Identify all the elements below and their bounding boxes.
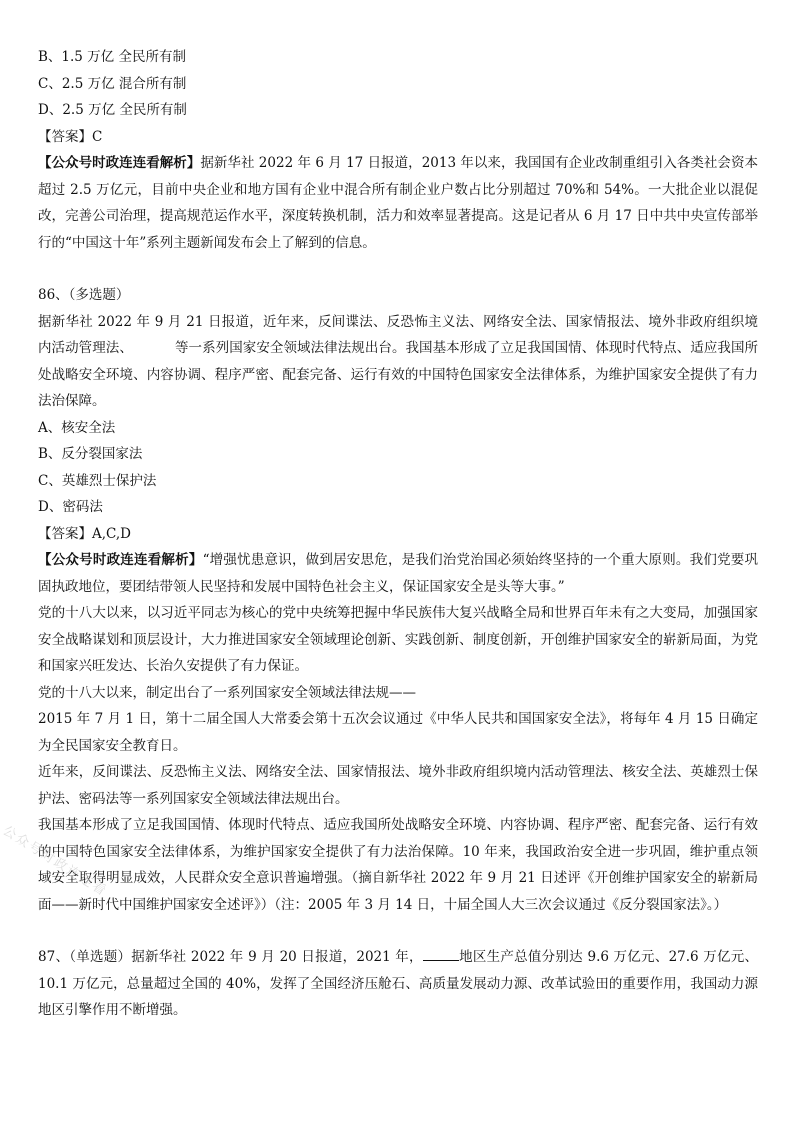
body-paragraph: 党的十八大以来，以习近平同志为核心的党中央统筹把握中华民族伟大复兴战略全局和世界百年未有之大变局，加强国家安全战略谋划和顶层设计，大力推进国家安全领域理论创新、实践创新、制度创新，开创维护国家安全的崭新局面，为党和国家兴旺发达、长治久安提供了有力保证。 [38,605,758,674]
body-paragraph: 我国基本形成了立足我国国情、体现时代特点、适应我国所处战略安全环境、内容协调、程序严密、配套完备、运行有效的中国特色国家安全法律体系，为维护国家安全提供了有力法治保障。10 年来，我国政治安全进一步巩固，维护重点领域安全取得明显成效，人民群众安全意识普遍增强。（摘自新华社 2022 年 9 月 21 日述评《开创维护国家安全的崭新局面——新时代中国维护国家安全述评》）（注：2005 年 3 月 14 日，十届全国人大三次会议通过《反分裂国家法》。） [38,817,758,913]
option-c: C、2.5 万亿 混合所有制 [38,75,187,92]
answer: 【答案】A,C,D [38,525,132,542]
analysis-tag: 【公众号时政连连看解析】 [38,155,201,171]
stem-part-2: 等一系列国家安全领域法律法规出台。我国基本形成了立足我国国情、体现时代特点、适应我国所处战略安全环境、内容协调、程序严密、配套完备、运行有效的中国特色国家安全法律体系，为维护国家安全提供了有力法治保障。 [38,340,759,409]
stem-part-1: 据新华社 2022 年 9 月 21 日报道，近年来，反间谍法、反恐怖主义法、网络安全法、国家情报法、境外非政府组织境内活动管理法、 [38,313,758,356]
body-paragraph: 党的十八大以来，制定出台了一系列国家安全领域法律法规—— [38,684,416,701]
analysis-text: 据新华社 2022 年 6 月 17 日报道，2013 年以来，我国国有企业改制重组引入各类社会资本超过 2.5 万亿元，目前中央企业和地方国有企业中混合所有制企业户数占比分别超过 70%和 54%。一大批企业以混促改，完善公司治理，提高规范运作水平，深度转换机制，活力和效率显著提高。这是记者从 6 月 17 日中共中央宣传部举行的“中国这十年”系列主题新闻发布会上了解到的信息。 [38,155,758,251]
option-b: B、反分裂国家法 [38,446,143,462]
option-d: D、密码法 [38,499,103,515]
question-header: 87、（单选题） [38,949,132,965]
stem-part-1: 据新华社 2022 年 9 月 20 日报道，2021 年， [131,949,423,965]
watermark: 公众号时政连连看 [0,823,110,900]
document-page [38,44,758,1024]
option-c: C、英雄烈士保护法 [38,472,157,489]
question-stem [38,944,758,1024]
fill-blank [423,946,459,961]
answer: 【答案】C [38,128,103,145]
analysis-tag: 【公众号时政连连看解析】 [38,552,203,568]
body-paragraph: 2015 年 7 月 1 日，第十二届全国人大常委会第十五次会议通过《中华人民共和国国家安全法》，将每年 4 月 15 日确定为全民国家安全教育日。 [38,711,759,754]
analysis-paragraph [38,150,758,256]
question-header: 86、（多选题） [38,287,130,303]
body-paragraph: 近年来，反间谍法、反恐怖主义法、网络安全法、国家情报法、境外非政府组织境内活动管理法、核安全法、英雄烈士保护法、密码法等一系列国家安全领域法律法规出台。 [38,764,758,807]
option-b: B、1.5 万亿 全民所有制 [38,49,186,65]
analysis-text: “增强忧患意识，做到居安思危，是我们治党治国必须始终坚持的一个重大原则。我们党要巩固执政地位，要团结带领人民坚持和发展中国特色社会主义，保证国家安全是头等大事。” [38,552,758,595]
option-a: A、核安全法 [38,419,116,436]
stem-part-2: 地区生产总值分别达 9.6 万亿元、27.6 万亿元、10.1 万亿元，总量超过全国的 40%，发挥了全国经济压舱石、高质量发展动力源、改革试验田的重要作用，我国动力源地区引擎作用不断增强。 [38,949,758,1018]
analysis-paragraph [38,547,758,600]
option-d: D、2.5 万亿 全民所有制 [38,102,187,118]
question-stem [38,309,758,415]
